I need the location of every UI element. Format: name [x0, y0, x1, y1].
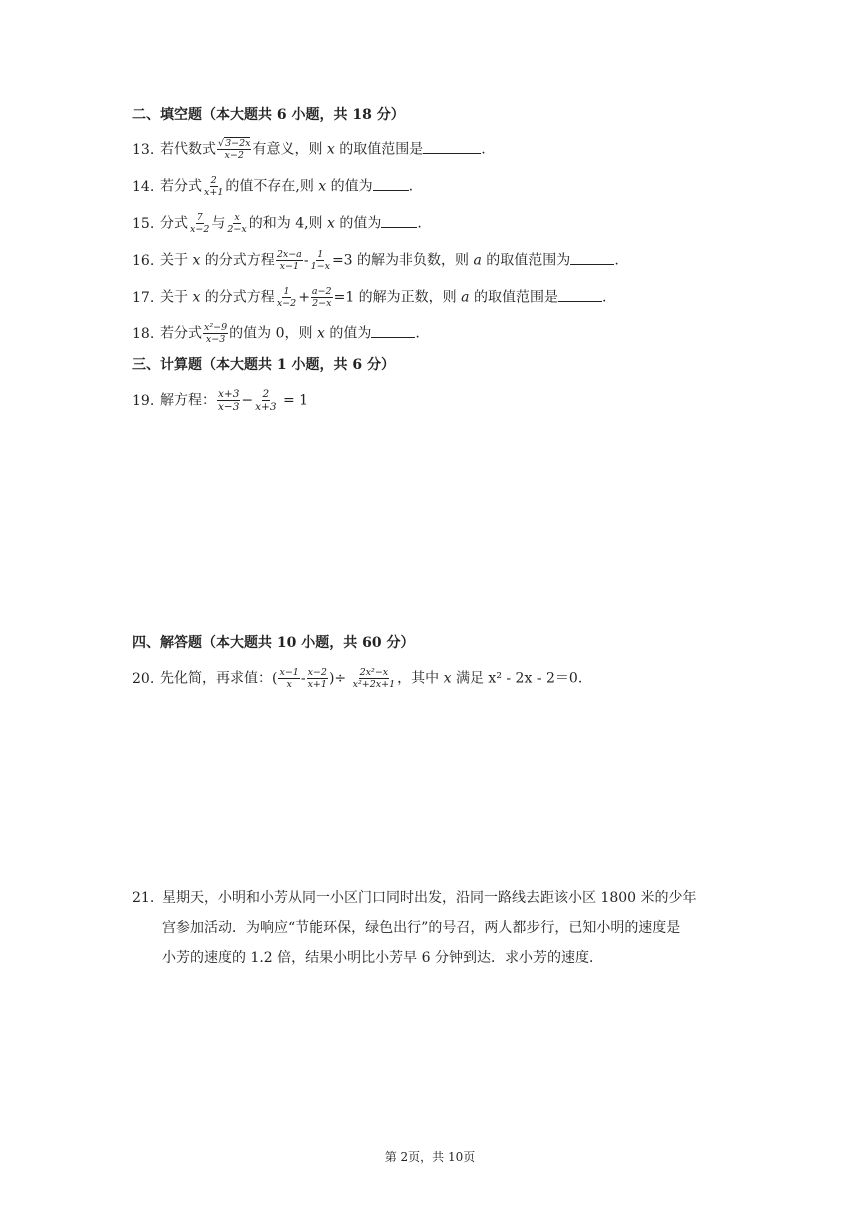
fraction: $\frac{\text{2x²−x}}{\text{x²+2x+1}}$ — [352, 667, 396, 690]
fraction: $\frac{1}{1-x}$ — [310, 249, 330, 272]
question-16: 16. 关于 x 的分式方程 $\frac{2x-a}{x-1}$ - $\frac{1}{1-x}$ =3 的解为非负数，则 a 的取值范围为 . — [132, 249, 619, 272]
fraction: $\frac{x}{2-x}$ — [227, 212, 247, 235]
answer-blank[interactable] — [381, 213, 417, 228]
fraction: $\frac{x+3}{x-3}$ — [218, 388, 240, 413]
fraction: $\frac{7}{x-2}$ — [190, 212, 210, 235]
fraction: $\frac{x-1}{x}$ — [279, 667, 299, 690]
question-19: 19. 解方程： $\frac{x+3}{x-3}$ − $\frac{2}{x+3}$ = 1 — [132, 388, 309, 413]
section-heading-fill-in: 二、填空题（本大题共 6 小题，共 18 分） — [132, 107, 405, 123]
fraction: $\frac{1}{x-2}$ — [276, 286, 297, 309]
question-17: 17. 关于 x 的分式方程 $\frac{1}{x-2}$ + $\frac{a-2}{2-x}$ =1 的解为正数，则 a 的取值范围是 . — [132, 286, 607, 309]
fraction: $\frac{2}{x+3}$ — [255, 388, 277, 413]
fraction: $\frac{a-2}{2-x}$ — [311, 286, 332, 309]
fraction: $\frac{2x-a}{x-1}$ — [276, 249, 302, 272]
answer-blank[interactable] — [423, 139, 481, 154]
section-heading-answer: 四、解答题（本大题共 10 小题，共 60 分） — [132, 635, 415, 651]
question-number: 13. — [132, 141, 155, 158]
fraction: $\frac{\text{x²−9}}{x-3}$ — [204, 322, 228, 345]
fraction: $\frac{x-2}{x+1}$ — [307, 667, 327, 690]
question-14: 14. 若分式 $\frac{2}{x+1}$ 的值不存在,则 x 的值为 . — [132, 175, 414, 198]
answer-blank[interactable] — [371, 323, 415, 338]
question-15: 15. 分式 $\frac{7}{x-2}$ 与 $\frac{x}{2-x}$ 的和为 4,则 x 的值为 . — [132, 212, 422, 235]
answer-blank[interactable] — [570, 250, 614, 265]
question-20: 20. 先化简，再求值：( $\frac{x-1}{x}$ - $\frac{x-2}{x+1}$ )÷ $\frac{\text{2x²−x}}{\text{x²+2x+1}}$ ，其中 x 满足 x² - 2x - 2＝0. — [132, 667, 583, 690]
fraction: $\frac{√3-2x}{x-2}$ — [218, 138, 251, 161]
question-21: 21. 星期天，小明和小芳从同一小区门口同时出发，沿同一路线去距该小区 1800 米的少年 宫参加活动．为响应“节能环保，绿色出行”的号召，两人都步行，已知小明的速度是 小芳的速度的 1.2 倍，结果小明比小芳早 6 分钟到达．求小芳的速度． — [132, 890, 697, 966]
answer-blank[interactable] — [373, 176, 409, 191]
question-13: 13. 若代数式 $\frac{√3-2x}{x-2}$ 有意义，则 x 的取值范围是 . — [132, 138, 486, 161]
page-footer: 第 2页，共 10页 — [384, 1150, 476, 1164]
section-heading-calc: 三、计算题（本大题共 1 小题，共 6 分） — [132, 357, 395, 373]
question-18: 18. 若分式 $\frac{\text{x²−9}}{x-3}$ 的值为 0，则 x 的值为 . — [132, 322, 420, 345]
fraction: $\frac{2}{x+1}$ — [204, 175, 224, 198]
answer-blank[interactable] — [558, 287, 602, 302]
